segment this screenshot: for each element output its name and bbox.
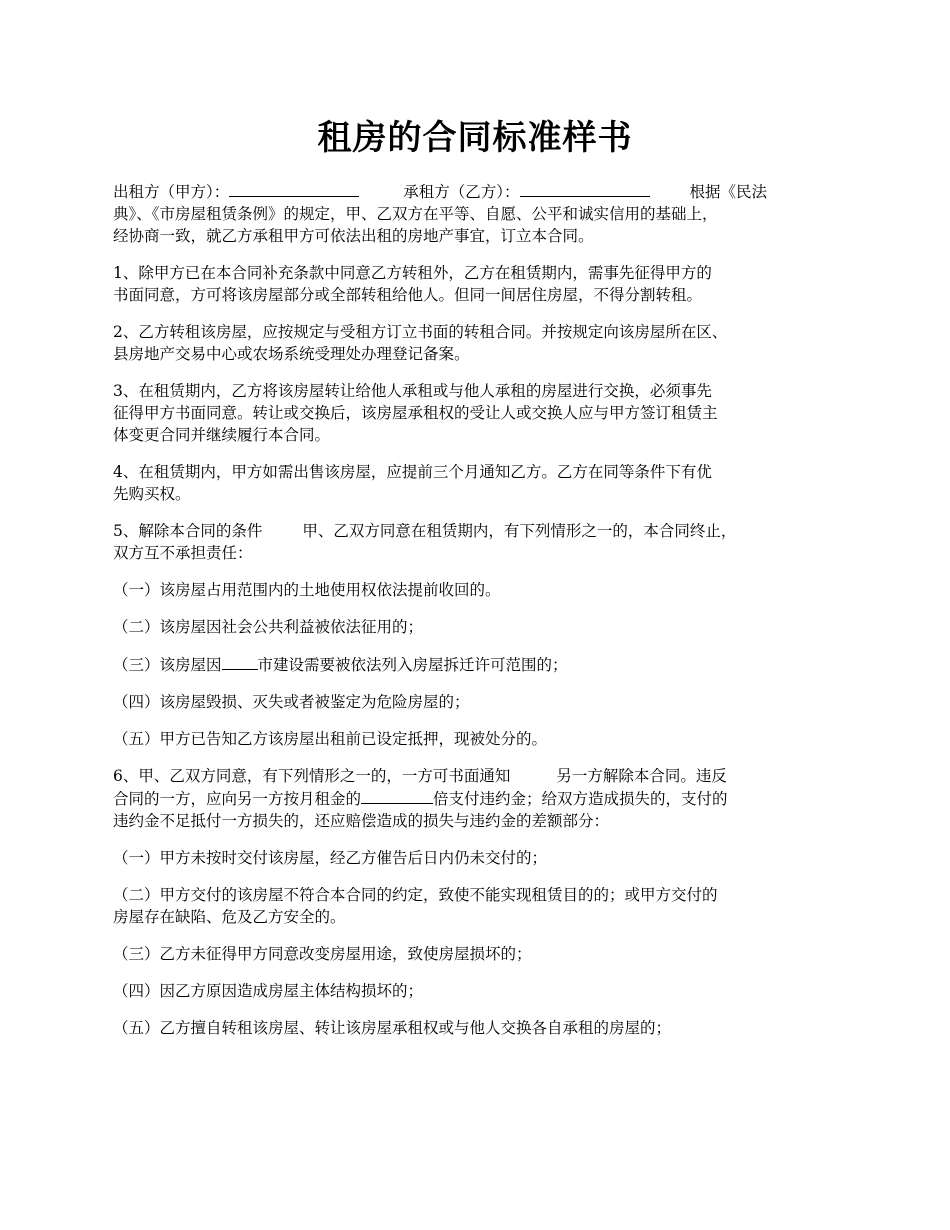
- clause-3-line-1: 3、在租赁期内，乙方将该房屋转让给他人承租或与他人承租的房屋进行交换，必须事先: [113, 382, 712, 400]
- clause-4: [113, 461, 847, 505]
- clause-5-line-2: 双方互不承担责任：: [113, 544, 253, 562]
- clause-5: [113, 520, 847, 564]
- clause-5-item-5: （五）甲方已告知乙方该房屋出租前已设定抵押，现被处分的。: [113, 730, 548, 748]
- clause-3: [113, 380, 847, 446]
- intro-paragraph: [113, 180, 847, 247]
- clause-6-item-4: （四）因乙方原因造成房屋主体结构损坏的；: [113, 982, 424, 1000]
- clause-2-line-2: 县房地产交易中心或农场系统受理处办理登记备案。: [113, 345, 470, 363]
- clause-5-item-4: （四）该房屋毁损、灭失或者被鉴定为危险房屋的；: [113, 693, 470, 711]
- clause-6-line-2-a: 合同的一方，应向另一方按月租金的: [113, 790, 362, 808]
- clause-1-line-1: 1、除甲方已在本合同补充条款中同意乙方转租外，乙方在租赁期内，需事先征得甲方的: [113, 264, 712, 282]
- lessee-label: 承租方（乙方）：: [403, 183, 520, 201]
- clause-5-item-3: [113, 653, 847, 676]
- clause-3-line-2: 征得甲方书面同意。转让或交换后，该房屋承租权的受让人或交换人应与甲方签订租赁主: [113, 404, 718, 422]
- clause-2: [113, 321, 847, 365]
- lessee-blank: [520, 180, 650, 197]
- clause-6-line-1: [113, 765, 847, 787]
- lessor-label: 出租方（甲方）：: [113, 183, 230, 201]
- clause-5-heading: 5、解除本合同的条件: [113, 522, 263, 540]
- clause-6-text-a: 6、甲、乙双方同意，有下列情形之一的，一方可书面通知: [113, 767, 511, 785]
- document-body: [113, 180, 847, 1054]
- intro-line-3: 经协商一致，就乙方承租甲方可依法出租的房地产事宜，订立本合同。: [113, 227, 594, 245]
- clause-4-line-2: 先购买权。: [113, 485, 191, 503]
- clause-3-line-3: 体变更合同并继续履行本合同。: [113, 426, 331, 444]
- intro-line-1: [113, 180, 847, 203]
- clause-1-line-2: 书面同意，方可将该房屋部分或全部转租给他人。但同一间居住房屋，不得分割转租。: [113, 286, 703, 304]
- city-blank: [222, 653, 258, 670]
- lessor-blank: [229, 180, 359, 197]
- clause-6-item-2-line-2: 房屋存在缺陷、危及乙方安全的。: [113, 908, 346, 926]
- clause-6-item-5: （五）乙方擅自转租该房屋、转让该房屋承租权或与他人交换各自承租的房屋的；: [113, 1019, 672, 1037]
- clause-6-item-3: （三）乙方未征得甲方同意改变房屋用途，致使房屋损坏的；: [113, 945, 532, 963]
- clause-6: [113, 765, 847, 832]
- intro-line-2: 典》、《市房屋租赁条例》的规定，甲、乙双方在平等、自愿、公平和诚实信用的基础上，: [113, 205, 718, 223]
- clause-6-line-2: [113, 787, 847, 810]
- clause-5-line-1: [113, 520, 847, 542]
- clause-2-line-1: 2、乙方转租该房屋，应按规定与受租方订立书面的转租合同。并按规定向该房屋所在区、: [113, 323, 728, 341]
- clause-5-item-3-b: 市建设需要被依法列入房屋拆迁许可范围的；: [257, 656, 568, 674]
- clause-5-text: 甲、乙双方同意在租赁期内，有下列情形之一的，本合同终止，: [302, 522, 737, 540]
- clause-5-item-2: （二）该房屋因社会公共利益被依法征用的；: [113, 618, 424, 636]
- legal-basis-start: 根据《民法: [689, 183, 768, 201]
- clause-6-item-2: [113, 884, 847, 928]
- clause-6-line-2-b: 倍支付违约金；给双方造成损失的，支付的: [433, 790, 728, 808]
- penalty-multiple-blank: [361, 787, 433, 804]
- clause-1: [113, 262, 847, 306]
- clause-4-line-1: 4、在租赁期内，甲方如需出售该房屋，应提前三个月通知乙方。乙方在同等条件下有优: [113, 463, 712, 481]
- clause-6-item-1: （一）甲方未按时交付该房屋，经乙方催告后日内仍未交付的；: [113, 849, 548, 867]
- clause-5-item-3-a: （三）该房屋因: [113, 656, 222, 674]
- document-title: 租房的合同标准样书: [317, 118, 633, 158]
- clause-6-text-b: 另一方解除本合同。违反: [556, 767, 727, 785]
- clause-6-item-2-line-1: （二）甲方交付的该房屋不符合本合同的约定，致使不能实现租赁目的的；或甲方交付的: [113, 886, 718, 904]
- clause-5-item-1: （一）该房屋占用范围内的土地使用权依法提前收回的。: [113, 581, 501, 599]
- clause-6-line-3: 违约金不足抵付一方损失的，还应赔偿造成的损失与违约金的差额部分：: [113, 812, 610, 830]
